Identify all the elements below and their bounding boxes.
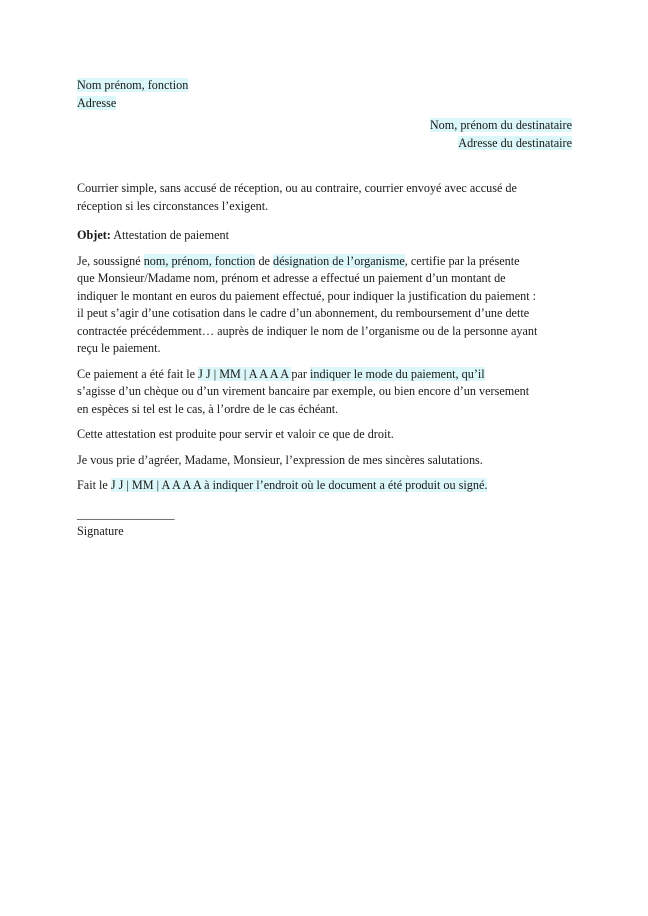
p2-mode-field: indiquer le mode du paiement, qu’il — [310, 366, 485, 381]
subject-line — [77, 227, 572, 245]
p1-line-5: contractée précédemment… auprès de indiquer le nom de l’organisme ou de la personne ayant — [77, 323, 538, 338]
p1-text: , certifie par la présente — [404, 253, 520, 268]
subject-label: Objet: — [77, 228, 111, 242]
letter-page — [77, 77, 572, 541]
p5-text: Fait le — [77, 478, 111, 492]
p1-organism-field: désignation de l’organisme — [273, 253, 405, 268]
paragraph-2 — [77, 366, 572, 419]
paragraph-5 — [77, 477, 572, 495]
p1-line-4: il peut s’agir d’une cotisation dans le cadre d’un abonnement, du remboursement d’une dette — [77, 306, 530, 320]
p1-text: Je, soussigné — [77, 253, 144, 268]
p2-date-field: J J | MM | A A A A — [198, 366, 292, 381]
p2-text: par — [291, 366, 311, 381]
p1-line-3: indiquer le montant en euros du paiement effectué, pour indiquer la justification du paiement : — [77, 288, 537, 303]
p2-line-3: en espèces si tel est le cas, à l’ordre de le cas échéant. — [77, 401, 339, 416]
p2-line-2: s’agisse d’un chèque ou d’un virement bancaire par exemple, ou bien encore d’un versement — [77, 384, 530, 398]
recipient-block — [77, 117, 572, 135]
p1-text: de — [255, 253, 274, 268]
paragraph-4: Je vous prie d’agréer, Madame, Monsieur, l’expression de mes sincères salutations. — [77, 452, 483, 467]
p5-place-field: à indiquer l’endroit où le document a été produit ou signé. — [204, 478, 488, 492]
p1-name-field: nom, prénom, fonction — [143, 253, 256, 268]
sender-name: Nom prénom, fonction — [77, 78, 189, 92]
recipient-name: Nom, prénom du destinataire — [429, 118, 572, 132]
p5-date-field: J J | MM | A A A A — [110, 478, 205, 492]
mode-line-2: réception si les circonstances l’exigent. — [77, 198, 269, 213]
paragraph-3: Cette attestation est produite pour servir et valoir ce que de droit. — [77, 427, 394, 441]
p2-text: Ce paiement a été fait le — [77, 366, 199, 381]
sender-address: Adresse — [77, 95, 117, 110]
p1-line-6: reçu le paiement. — [77, 341, 161, 355]
recipient-address: Adresse du destinataire — [458, 135, 572, 150]
signature-label: Signature — [77, 524, 124, 538]
paragraph-1 — [77, 253, 572, 358]
signature-line: ________________ — [77, 506, 175, 521]
p1-line-2: que Monsieur/Madame nom, prénom et adresse a effectué un paiement d’un montant de — [77, 271, 506, 285]
sender-block — [77, 77, 572, 95]
subject-text: Attestation de paiement — [110, 228, 229, 242]
mode-line-1: Courrier simple, sans accusé de réception, ou au contraire, courrier envoyé avec accusé de — [77, 181, 517, 195]
